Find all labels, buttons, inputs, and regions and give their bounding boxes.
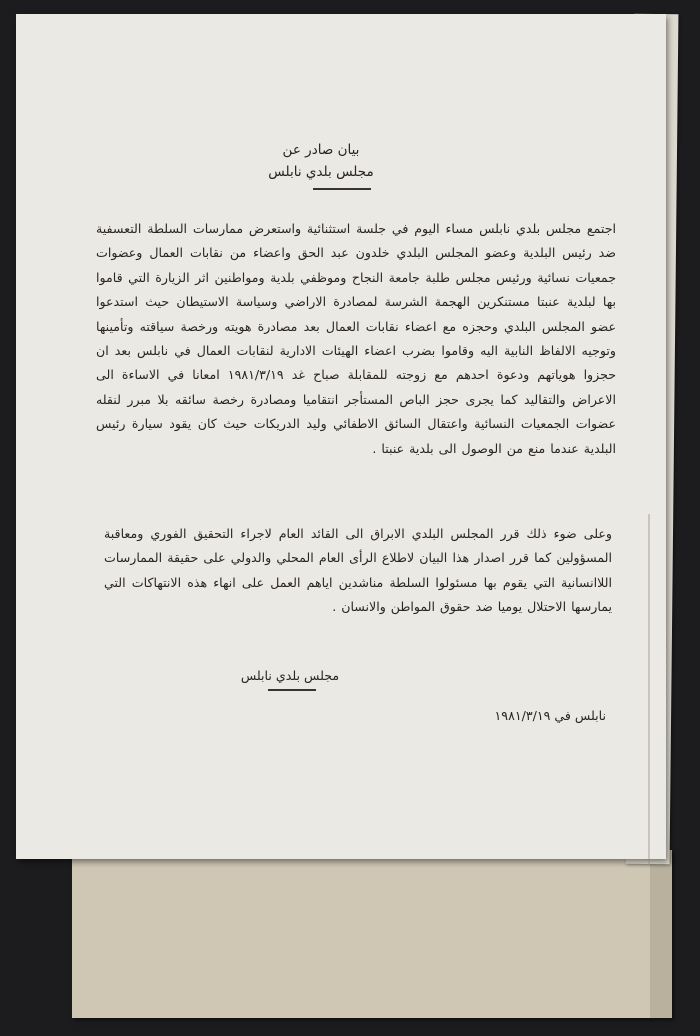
document-title: بيان صادر عن bbox=[282, 142, 360, 158]
date-line: نابلس في ١٩٨١/٣/١٩ bbox=[494, 708, 606, 723]
document-page bbox=[16, 14, 666, 859]
document-issuer: مجلس بلدي نابلس bbox=[268, 164, 374, 180]
title-underline bbox=[313, 188, 371, 190]
backing-sheet bbox=[72, 850, 672, 1018]
paper-fold-shadow bbox=[648, 514, 650, 864]
signature-line: مجلس بلدي نابلس bbox=[240, 668, 340, 683]
body-paragraph-2: وعلى ضوء ذلك قرر المجلس البلدي الابراق الى القائد العام لاجراء التحقيق الفوري ومعاقبة المسؤولين كما قرر اصدار هذا البيان لاطلاع الرأى العام المحلي والدولي على حقيقة الممارسات اللاانسانية التي يقوم بها مسئولوا السلطة مناشدين اياهم العمل على انهاء هذه الانتهاكات التي يمارسها الاحتلال يوميا ضد حقوق المواطن والانسان . bbox=[104, 526, 612, 615]
body-paragraph-1: اجتمع مجلس بلدي نابلس مساء اليوم في جلسة استثنائية واستعرض ممارسات السلطة التعسفية ضد رئيس البلدية وعضو المجلس البلدي خلدون عبد الحق واعضاء من نقابات العمال وعضوات جمعيات نسائية ورئيس مجلس طلبة جامعة النجاح وموظفي بلدية ومواطنين اثر الزيارة التي قاموا بها لبلدية عنبتا مستنكرين الهجمة الشرسة لمصادرة الاراضي وسياسة الاستيطان حيث استدعوا عضو المجلس البلدي وحجزه مع اعضاء نقابات العمال بعد مصادرة هويته ورخصة سياقته وتأمينها وتوجيه الالفاظ النابية اليه وقاموا بضرب اعضاء الهيئات الادارية لنقابات العمال في نابلس بعد ان حجزوا هوياتهم ودعوة احدهم مع زوجته للمقابلة صباح غد ١٩٨١/٣/١٩ امعانا في الاساءة الى الاعراض والتقاليد كما يجرى حجز الباص المستأجر انتقاميا ومصادرة رخصة سائقه بلا مبرر لنقله عضوات الجمعيات النسائية واعتقال السائق الاطفائي وليد الدريكات حيث كان يقود سيارة رئيس البلدية عندما منع من الوصول الى بلدية عنبتا . bbox=[96, 221, 617, 456]
signature-underline bbox=[268, 689, 316, 691]
